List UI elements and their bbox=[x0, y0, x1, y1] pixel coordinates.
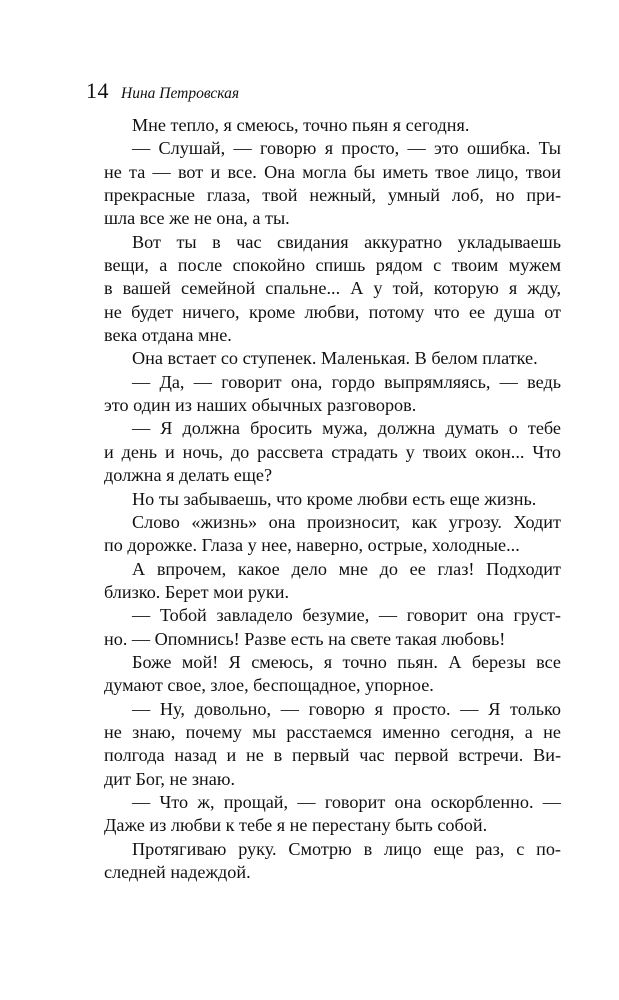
text-line: Боже мой! Я смеюсь, я точно пьян. А березы все bbox=[132, 651, 561, 672]
text-line: — Я должна бросить мужа, должна думать о тебе bbox=[132, 418, 561, 439]
text-line: — Тобой завладело безумие, — говорит она груст- bbox=[132, 605, 561, 626]
text-line: не знаю, почему мы расстаемся именно сегодня, а не bbox=[104, 721, 561, 742]
running-header bbox=[86, 78, 239, 108]
text-line: прекрасные глаза, твой нежный, умный лоб, но при- bbox=[104, 185, 561, 206]
text-line: Но ты забываешь, что кроме любви есть еще жизнь. bbox=[132, 488, 537, 509]
text-line: близко. Берет мои руки. bbox=[104, 581, 290, 602]
text-line: — Что ж, прощай, — говорит она оскорбленно. — bbox=[132, 791, 561, 812]
text-line: Даже из любви к тебе я не перестану быть собой. bbox=[104, 815, 488, 836]
text-line: — Ну, довольно, — говорю я просто. — Я только bbox=[132, 698, 561, 719]
text-line: и день и ночь, до рассвета страдать у твоих окон... Что bbox=[104, 441, 561, 462]
text-line: дит Бог, не знаю. bbox=[104, 768, 235, 789]
text-line: по дорожке. Глаза у нее, наверно, острые, холодные... bbox=[104, 535, 520, 556]
text-line: века отдана мне. bbox=[104, 325, 232, 346]
text-line: — Слушай, — говорю я просто, — это ошибка. Ты bbox=[132, 138, 561, 159]
text-line: это один из наших обычных разговоров. bbox=[104, 395, 417, 416]
text-line: шла все же не она, а ты. bbox=[104, 208, 290, 229]
header-author: Нина Петровская bbox=[121, 85, 240, 102]
text-line: не будет ничего, кроме любви, потому что ее душа от bbox=[104, 301, 561, 322]
text-line: полгода назад и не в первый час первой встречи. Ви- bbox=[104, 745, 561, 766]
text-line: Протягиваю руку. Смотрю в лицо еще раз, с по- bbox=[132, 838, 561, 859]
text-line: должна я делать еще? bbox=[104, 465, 273, 486]
text-line: Она встает со ступенек. Маленькая. В белом платке. bbox=[132, 348, 538, 369]
text-line: не та — вот и все. Она могла бы иметь твое лицо, твои bbox=[104, 161, 561, 182]
text-line: — Да, — говорит она, гордо выпрямляясь, — ведь bbox=[132, 371, 561, 392]
page-number: 14 bbox=[86, 78, 109, 103]
text-line: следней надеждой. bbox=[104, 862, 251, 882]
body-text bbox=[104, 114, 561, 884]
text-line: А впрочем, какое дело мне до ее глаз! Подходит bbox=[132, 558, 561, 579]
text-line: вещи, а после спокойно спишь рядом с твоим мужем bbox=[104, 255, 561, 276]
text-line: но. — Опомнись! Разве есть на свете такая любовь! bbox=[104, 628, 506, 649]
text-line: в вашей семейной спальне... А у той, которую я жду, bbox=[104, 278, 561, 299]
text-line: Вот ты в час свидания аккуратно укладываешь bbox=[132, 231, 561, 252]
text-line: Мне тепло, я смеюсь, точно пьян я сегодня. bbox=[132, 115, 470, 135]
text-line: думают свое, злое, беспощадное, упорное. bbox=[104, 675, 434, 696]
text-line: Слово «жизнь» она произносит, как угрозу. Ходит bbox=[132, 511, 561, 532]
